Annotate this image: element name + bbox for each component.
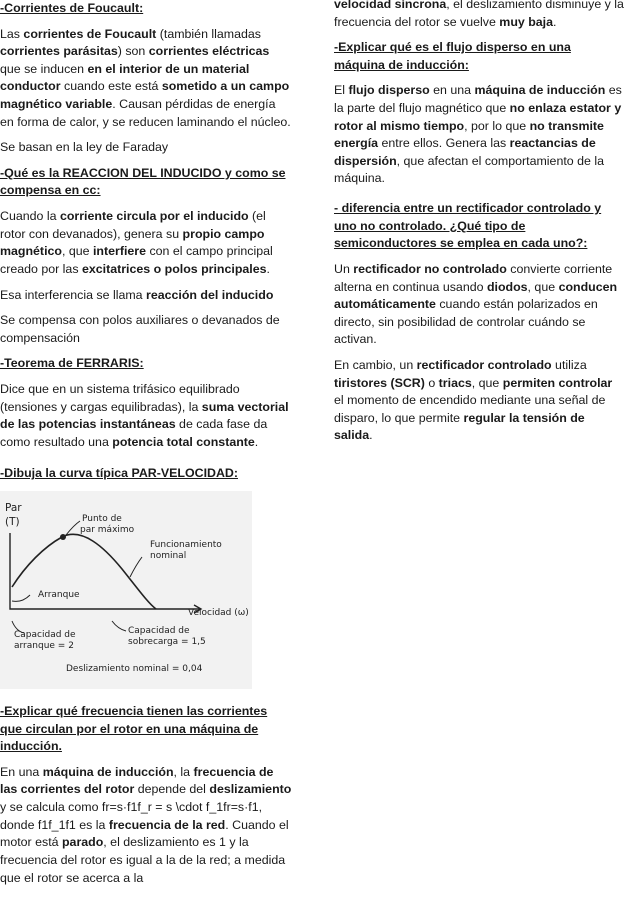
punto-label-1: Punto de xyxy=(82,514,122,525)
text-run: Cuando la xyxy=(0,209,60,224)
bold-text-run: tiristores (SCR) xyxy=(334,375,425,390)
text-run: . Cuando el motor está xyxy=(0,817,289,850)
reaccion-paragraph xyxy=(0,208,292,278)
foucault-paragraph xyxy=(0,26,292,132)
text-run: En una xyxy=(0,764,43,779)
text-run: (el rotor con devanados), genera su xyxy=(0,209,266,241)
bold-text-run: reactancias de dispersión xyxy=(334,136,596,168)
text-run: y se calcula como fr=s·f1f_r = s \cdot f_1fr=s·f1, donde f1f_1f1 es la xyxy=(0,800,263,832)
par-label: Par xyxy=(5,502,22,515)
bold-text-run: muy baja xyxy=(499,14,554,29)
text-run: , la xyxy=(173,764,194,779)
text-run: (también llamadas xyxy=(156,26,261,41)
text-run: cuando este está xyxy=(60,79,162,94)
bold-text-run: corrientes de Foucault xyxy=(23,26,157,41)
bold-text-run: corrientes eléctricas xyxy=(148,44,270,59)
max-torque-point xyxy=(60,534,66,540)
text-run: Las xyxy=(0,26,24,41)
cap-arr-label-2: arranque = 2 xyxy=(14,641,74,652)
text-run: de cada fase da como resultado una xyxy=(0,417,268,449)
func-label-1: Funcionamiento xyxy=(150,540,222,551)
text-run: el momento de encendido mediante una señal de disparo, lo que permite xyxy=(334,393,606,425)
bold-text-run: rectificador controlado xyxy=(416,357,552,372)
text-run: . xyxy=(553,14,557,29)
text-run: entre ellos. Genera las xyxy=(378,136,510,151)
text-run: , que xyxy=(527,279,559,294)
bold-text-run: en el interior de un material conductor xyxy=(0,61,250,94)
t-label: (T) xyxy=(5,516,20,529)
bold-text-run: interfiere xyxy=(92,244,147,259)
text-run: depende del xyxy=(134,782,210,797)
text-run: . xyxy=(369,428,373,443)
frecuencia-continuation-paragraph xyxy=(334,0,624,31)
curva-heading: -Dibuja la curva típica PAR-VELOCIDAD: xyxy=(0,466,238,481)
text-run: En cambio, un xyxy=(334,357,417,372)
ferraris-paragraph xyxy=(0,381,292,451)
frecuencia-paragraph xyxy=(0,764,292,887)
bold-text-run: sometido a un campo magnético variable xyxy=(0,79,290,112)
rectificador-controlado-paragraph xyxy=(334,357,624,445)
rectificador-heading: - diferencia entre un rectificador controlado y uno no controlado. ¿Qué tipo de semiconductores se emplea en cada uno?: xyxy=(334,201,602,251)
cap-sob-label-2: sobrecarga = 1,5 xyxy=(128,637,206,648)
bold-text-run: máquina de inducción xyxy=(474,83,606,98)
arranque-label: Arranque xyxy=(38,590,80,601)
cap-sob-label-1: Capacidad de xyxy=(128,626,190,637)
text-run: , el deslizamiento disminuye y la frecuencia del rotor se vuelve xyxy=(334,0,624,29)
text-run: Dice que en un sistema trifásico equilibrado (tensiones y cargas equilibradas), la xyxy=(0,381,240,414)
text-run: Un xyxy=(334,261,354,276)
bold-text-run: no enlaza estator y rotor al mismo tiempo xyxy=(334,101,622,133)
rectificador-no-controlado-paragraph xyxy=(334,261,624,349)
reaccion-heading: -Qué es la REACCION DEL INDUCIDO y como se compensa en cc: xyxy=(0,165,286,198)
bold-text-run: triacs xyxy=(438,375,472,390)
reaccion-name-paragraph xyxy=(0,287,292,305)
text-run: , que xyxy=(61,244,93,259)
text-run: en una xyxy=(429,83,475,98)
left-column xyxy=(0,0,292,895)
text-run: convierte corriente alterna en continua usando xyxy=(334,261,613,294)
text-run: ) son xyxy=(117,44,149,59)
bold-text-run: permiten controlar xyxy=(502,375,613,390)
disperso-heading: -Explicar qué es el flujo disperso en una máquina de inducción: xyxy=(334,40,571,72)
bold-text-run: parado xyxy=(61,835,104,850)
bold-text-run: suma vectorial de las potencias instantáneas xyxy=(0,399,289,432)
right-column xyxy=(334,0,624,453)
text-run: . Causan pérdidas de energía en forma de calor, y se reducen laminando el núcleo. xyxy=(0,97,291,129)
text-run: , que xyxy=(471,375,503,390)
bold-text-run: no transmite energía xyxy=(334,118,604,151)
bold-text-run: reacción del inducido xyxy=(146,287,274,302)
text-run: utiliza xyxy=(551,357,587,372)
torque-speed-figure xyxy=(0,491,252,689)
func-label-2: nominal xyxy=(150,551,187,562)
disperso-paragraph xyxy=(334,82,624,188)
bold-text-run: rectificador no controlado xyxy=(353,261,507,276)
desliz-label: Deslizamiento nominal = 0,04 xyxy=(66,664,203,675)
nominal-leader xyxy=(130,557,142,577)
punto-label-2: par máximo xyxy=(80,525,135,536)
bold-text-run: propio campo magnético xyxy=(0,226,265,259)
foucault-heading: -Corrientes de Foucault: xyxy=(0,1,144,15)
bold-text-run: corrientes parásitas xyxy=(0,44,118,59)
text-run: cuando están polarizados en directo, sin posibilidad de controlar cuándo se activan. xyxy=(334,297,598,347)
bold-text-run: regular la tensión de salida xyxy=(334,410,585,443)
reaccion-compensation-paragraph: Se compensa con polos auxiliares o devanados de compensación xyxy=(0,313,280,345)
bold-text-run: velocidad síncrona xyxy=(334,0,447,11)
text-run: , el deslizamiento es 1 y la frecuencia del rotor es igual a la de la red; a medida que el rotor se acerca a la xyxy=(0,835,286,885)
text-run: con el campo principal creado por las xyxy=(0,244,273,276)
text-run: o xyxy=(424,375,439,390)
bold-text-run: deslizamiento xyxy=(209,782,292,797)
text-run: . xyxy=(254,434,259,449)
bold-text-run: frecuencia de las corrientes del rotor xyxy=(0,764,274,797)
bold-text-run: máquina de inducción xyxy=(42,764,174,779)
overload-capacity-bracket xyxy=(112,621,126,631)
velocidad-label: Velocidad (ω) xyxy=(188,608,249,619)
text-run: Esa interferencia se llama xyxy=(0,287,147,302)
bold-text-run: corriente circula por el inducido xyxy=(59,209,249,224)
bold-text-run: excitatrices o polos principales xyxy=(81,261,267,276)
text-run: El xyxy=(334,83,349,98)
foucault-faraday-paragraph: Se basan en la ley de Faraday xyxy=(0,140,169,155)
frecuencia-heading: -Explicar qué frecuencia tienen las corrientes que circulan por el rotor en una máquina de inducción. xyxy=(0,704,268,754)
bold-text-run: diodos xyxy=(486,279,528,294)
ferraris-heading: -Teorema de FERRARIS: xyxy=(0,356,144,371)
max-torque-leader xyxy=(66,521,80,535)
text-run: es la parte del flujo magnético que xyxy=(334,83,622,116)
torque-speed-curve xyxy=(12,534,156,609)
text-run: que se inducen xyxy=(0,61,88,76)
text-run: , por lo que xyxy=(464,118,530,133)
arranque-leader xyxy=(12,595,30,601)
cap-arr-label-1: Capacidad de xyxy=(14,630,76,641)
bold-text-run: flujo disperso xyxy=(348,83,430,98)
text-run: . xyxy=(266,261,270,276)
text-run: , que afectan el comportamiento de la máquina. xyxy=(334,153,604,186)
bold-text-run: frecuencia de la red xyxy=(108,817,226,832)
bold-text-run: potencia total constante xyxy=(112,434,255,449)
bold-text-run: conducen automáticamente xyxy=(334,279,618,312)
